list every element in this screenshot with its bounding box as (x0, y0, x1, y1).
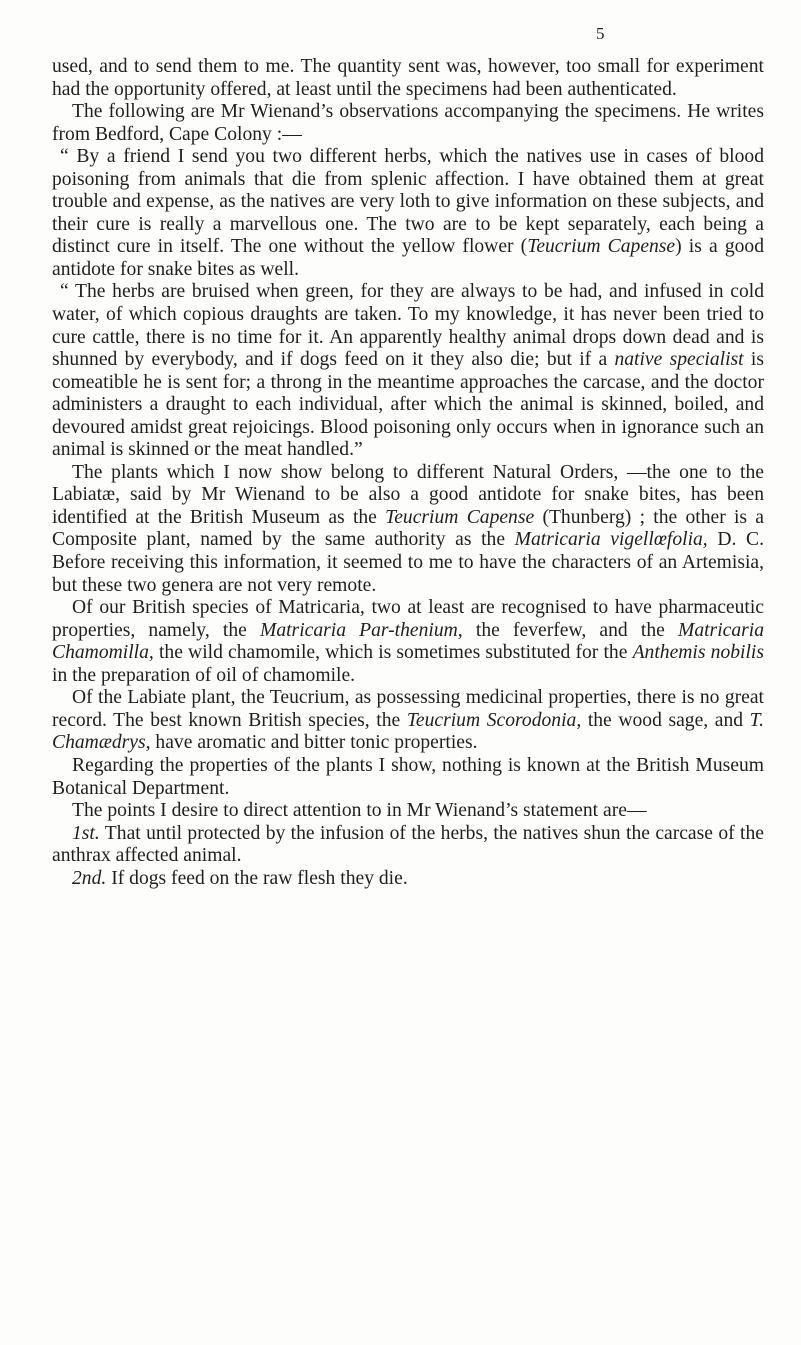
list-item-second-point (52, 868, 764, 891)
paragraph-natural-orders (52, 462, 764, 597)
text-run: (Thunberg) ; the other is a Composite plant, named by the same authority as the (52, 506, 764, 551)
italic-text-run: T. Chamædrys, (52, 709, 764, 754)
italic-text-run: Matricaria vigellœfolia, (514, 529, 708, 551)
text-run: If dogs feed on the raw flesh they die. (106, 867, 408, 889)
italic-text-run: Teucrium Capense (527, 236, 676, 258)
text-run: Of our British species of Matricaria, two at least are recognised to have pharmaceutic properties, namely, the (52, 597, 764, 641)
italic-text-run: Matricaria Chamomilla, (52, 619, 764, 664)
text-run: “ By a friend I send you two different herbs, which the natives use in cases of blood poisoning from animals that die from splenic affection. I have obtained them at great trouble and expense, as the natives are very loth to give information on these subjects, and their cure is really a marvellous one. The two are to be kept separately, each being a distinct cure in itself. The one without the yellow flower ( (52, 146, 764, 258)
text-run: “ The herbs are bruised when green, for they are always to be had, and infused in cold water, of which copious draughts are taken. To my knowledge, it has never been tried to cure cattle, there is no time for it. An apparently healthy animal drops down dead and is shunned by everybody, and if dogs feed on it they also die; but if a (52, 281, 764, 371)
italic-text-run: Matricaria Par-thenium, (260, 619, 463, 641)
text-run: ) is a good antidote for snake bites as well. (52, 236, 765, 280)
text-run: is comeatible he is sent for; a throng in the meantime approaches the carcase, and the doctor administers a draught to each individual, after which the animal is skinned, boiled, and devoured amidst great rejoicings. Blood poisoning only occurs when in ignorance such an animal is skinned or the meat handled.” (52, 349, 765, 461)
italic-text-run: 1st. (72, 822, 100, 844)
paragraph-quote-herbs (52, 146, 764, 281)
italic-text-run: 2nd. (72, 867, 107, 889)
text-run: The points I desire to direct attention to in Mr Wienand’s statement are— (72, 800, 647, 822)
list-item-first-point (52, 823, 764, 868)
paragraph-intro-observations (52, 101, 764, 146)
paragraph-quote-preparation (52, 281, 764, 461)
text-run: D. C. Before receiving this information, it seemed to me to have the characters of an Artemisia, but these two genera are not very remote. (52, 529, 764, 596)
text-run: Regarding the properties of the plants I show, nothing is known at the British Museum Botanical Department. (52, 754, 764, 799)
text-run: The following are Mr Wienand’s observations accompanying the specimens. He writes from Bedford, Cape Colony :— (52, 101, 764, 145)
text-run: used, and to send them to me. The quantity sent was, however, too small for experiment had the opportunity offered, at least until the specimens had been authenticated. (52, 56, 764, 100)
italic-text-run: Teucrium Capense (385, 506, 535, 528)
text-run: the wild chamomile, which is sometimes substituted for the (153, 642, 633, 664)
italic-text-run: native specialist (614, 349, 744, 371)
text-run: in the preparation of oil of chamomile. (52, 664, 356, 686)
paragraph-matricaria (52, 597, 764, 687)
text-run: the feverfew, and the (462, 619, 678, 641)
text-run: the wood sage, and (581, 709, 750, 731)
text-run: have aromatic and bitter tonic properties. (150, 732, 478, 754)
body-text (52, 56, 764, 890)
paragraph-museum (52, 755, 764, 800)
italic-text-run: Teucrium Scorodonia, (406, 709, 582, 731)
paragraph-continuation (52, 56, 764, 101)
page-number: 5 (596, 24, 605, 43)
paragraph-points (52, 800, 764, 823)
text-run: Of the Labiate plant, the Teucrium, as possessing medicinal properties, there is no great record. The best known British species, the (52, 687, 764, 731)
paragraph-teucrium (52, 687, 764, 755)
text-run: The plants which I now show belong to different Natural Orders, —the one to the Labiatæ, said by Mr Wienand to be also a good antidote for snake bites, has been identified at the British Museum as the (52, 461, 764, 528)
italic-text-run: Anthemis nobilis (632, 642, 764, 664)
text-run: That until protected by the infusion of the herbs, the natives shun the carcase of the anthrax affected animal. (52, 822, 764, 867)
